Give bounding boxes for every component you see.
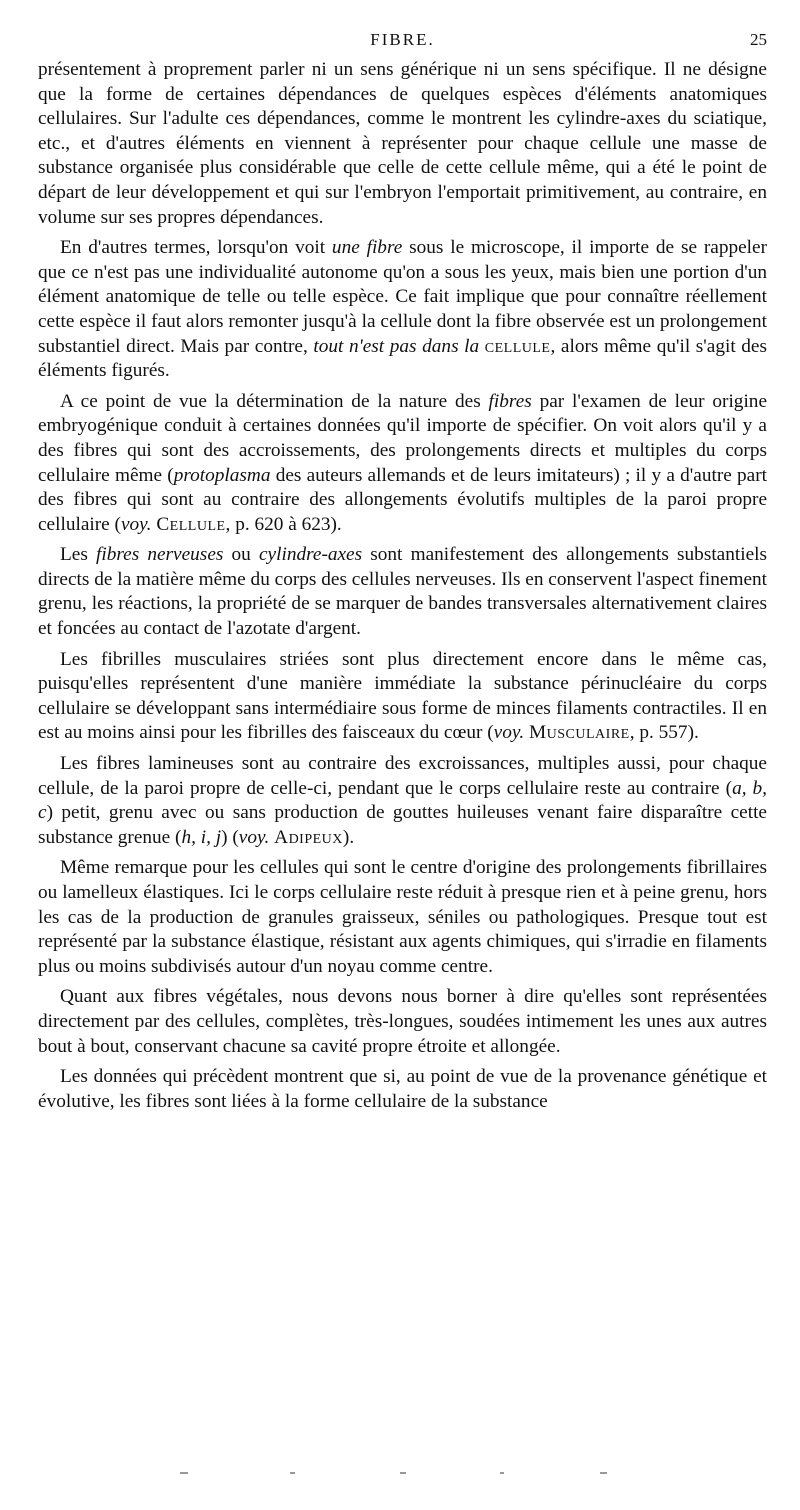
italic-run: a, b, c bbox=[38, 777, 768, 824]
italic-run: h, i, j bbox=[181, 826, 222, 848]
text-run: , p. 557). bbox=[629, 722, 699, 744]
italic-run: fibres nerveuses bbox=[96, 544, 224, 566]
paragraph-9: Les données qui précèdent montrent que si, au point de vue de la provenance génétique et évolutive, les fibres sont liées à la forme cellulaire de la substance bbox=[38, 1066, 767, 1112]
text-run: , p. 620 à 623). bbox=[225, 513, 342, 535]
paragraph-7: Même remarque pour les cellules qui sont le centre d'origine des prolongements fibrillaires ou lamelleux élastiques. Ici le corps cellulaire reste réduit à presque rien et à peine grenu, hors les cas de la production de granules graisseux, séniles ou pathologiques. Presque tout est représenté par la substance élastique, résistant aux agents chimiques, qui s'irradie en filaments plus ou moins subdivisés autour d'un noyau comme centre. bbox=[38, 857, 767, 977]
print-speck bbox=[500, 1472, 504, 1474]
italic-run: fibres bbox=[488, 390, 532, 412]
small-caps-run: Cellule bbox=[156, 513, 226, 535]
print-speck bbox=[400, 1472, 406, 1474]
paragraph-5 bbox=[38, 648, 767, 746]
text-run: Les fibrilles musculaires striées sont plus directement encore dans le même cas, puisqu'elles représentent d'une manière immédiate la substance périnucléaire du corps cellulaire se développant sans intermédiaire sous forme de minces filaments contractiles. Il en est au moins ainsi pour les fibrilles des faisceaux du cœur ( bbox=[38, 648, 767, 744]
body-text bbox=[38, 58, 767, 1114]
italic-run: voy. bbox=[238, 826, 270, 848]
text-run: des auteurs allemands et de leurs imitateurs) ; il y a d'autre part des fibres qui sont au contraire des allongements évolutifs multiples de la paroi propre cellulaire ( bbox=[38, 464, 767, 535]
page-number: 25 bbox=[750, 30, 767, 49]
print-speck bbox=[290, 1472, 295, 1474]
text-run: sous le microscope, il importe de se rappeler que ce n'est pas une individualité autonome qu'on a sous les yeux, mais bien une portion d'un élément anatomique de telle ou telle espèce. Ce fait implique que pour connaître réellement cette espèce il faut alors remonter jusqu'à la cellule dont la fibre observée est un prolongement substantiel direct. Mais par contre, bbox=[38, 237, 767, 357]
text-run: par l'examen de leur origine embryogénique conduit à certaines données qu'il importe de spécifier. On voit alors qu'il y a des fibres qui sont des accroissements, des prolongements directs et multiples du corps cellulaire même ( bbox=[38, 390, 768, 486]
paragraph-2 bbox=[38, 236, 767, 384]
italic-run: voy. bbox=[493, 722, 525, 744]
paragraph-6 bbox=[38, 752, 767, 850]
text-run: Les fibres lamineuses sont au contraire des excroissances, multiples aussi, pour chaque cellule, de la paroi propre de celle-ci, pendant que le corps cellulaire reste au contraire ( bbox=[38, 753, 767, 799]
paragraph-4 bbox=[38, 543, 767, 641]
paragraph-1: présentement à proprement parler ni un sens générique ni un sens spécifique. Il ne désigne que la forme de certaines dépendances de quelques espèces d'éléments anatomiques cellulaires. Sur l'adulte ces dépendances, comme le montrent les cylindre-axes du sciatique, etc., et d'autres éléments en viennent à représenter pour chaque cellule une masse de substance organisée plus considérable que celle de cette cellule même, qui a été le point de départ de leur développement et qui sur l'embryon l'emportait primitivement, au contraire, en volume sur ses propres dépendances. bbox=[38, 59, 767, 228]
small-caps-run: Adipeux bbox=[274, 826, 343, 848]
italic-run: voy. bbox=[120, 513, 152, 535]
text-run: A ce point de vue la détermination de la nature des bbox=[60, 390, 489, 412]
text-run: Les bbox=[60, 544, 96, 566]
text-run: ) petit, grenu avec ou sans production de gouttes huileuses venant faire disparaître cette substance grenue ( bbox=[38, 802, 767, 848]
small-caps-run: cellule bbox=[484, 335, 551, 357]
text-run: , alors même qu'il s'agit des éléments figurés. bbox=[38, 335, 767, 382]
text-run: ou bbox=[223, 544, 259, 566]
text-run: ). bbox=[342, 826, 355, 848]
print-speck bbox=[600, 1472, 607, 1474]
italic-run: une fibre bbox=[331, 237, 403, 259]
italic-run: protoplasma bbox=[173, 464, 271, 486]
page-header bbox=[38, 30, 767, 58]
text-run: En d'autres termes, lorsqu'on voit bbox=[60, 237, 332, 259]
italic-run: tout n'est pas dans la bbox=[313, 335, 480, 357]
document-page bbox=[38, 30, 767, 1120]
print-specks bbox=[0, 1472, 800, 1478]
paragraph-3 bbox=[38, 390, 767, 538]
italic-run: cylindre-axes bbox=[258, 544, 363, 566]
running-title: FIBRE. bbox=[370, 30, 435, 49]
text-run: sont manifestement des allongements substantiels directs de la matière même du corps des cellules nerveuses. Ils en conservent l'aspect finement grenu, les réactions, la propriété de se marquer de bandes transversales alternativement claires et foncées au contact de l'azotate d'argent. bbox=[38, 544, 768, 640]
text-run: ) ( bbox=[221, 826, 239, 848]
small-caps-run: Musculaire bbox=[529, 722, 630, 744]
paragraph-8: Quant aux fibres végétales, nous devons nous borner à dire qu'elles sont représentées directement par des cellules, complètes, très-longues, soudées intimement les unes aux autres bout à bout, conservant chacune sa cavité propre étroite et allongée. bbox=[38, 986, 767, 1057]
print-speck bbox=[180, 1472, 188, 1474]
